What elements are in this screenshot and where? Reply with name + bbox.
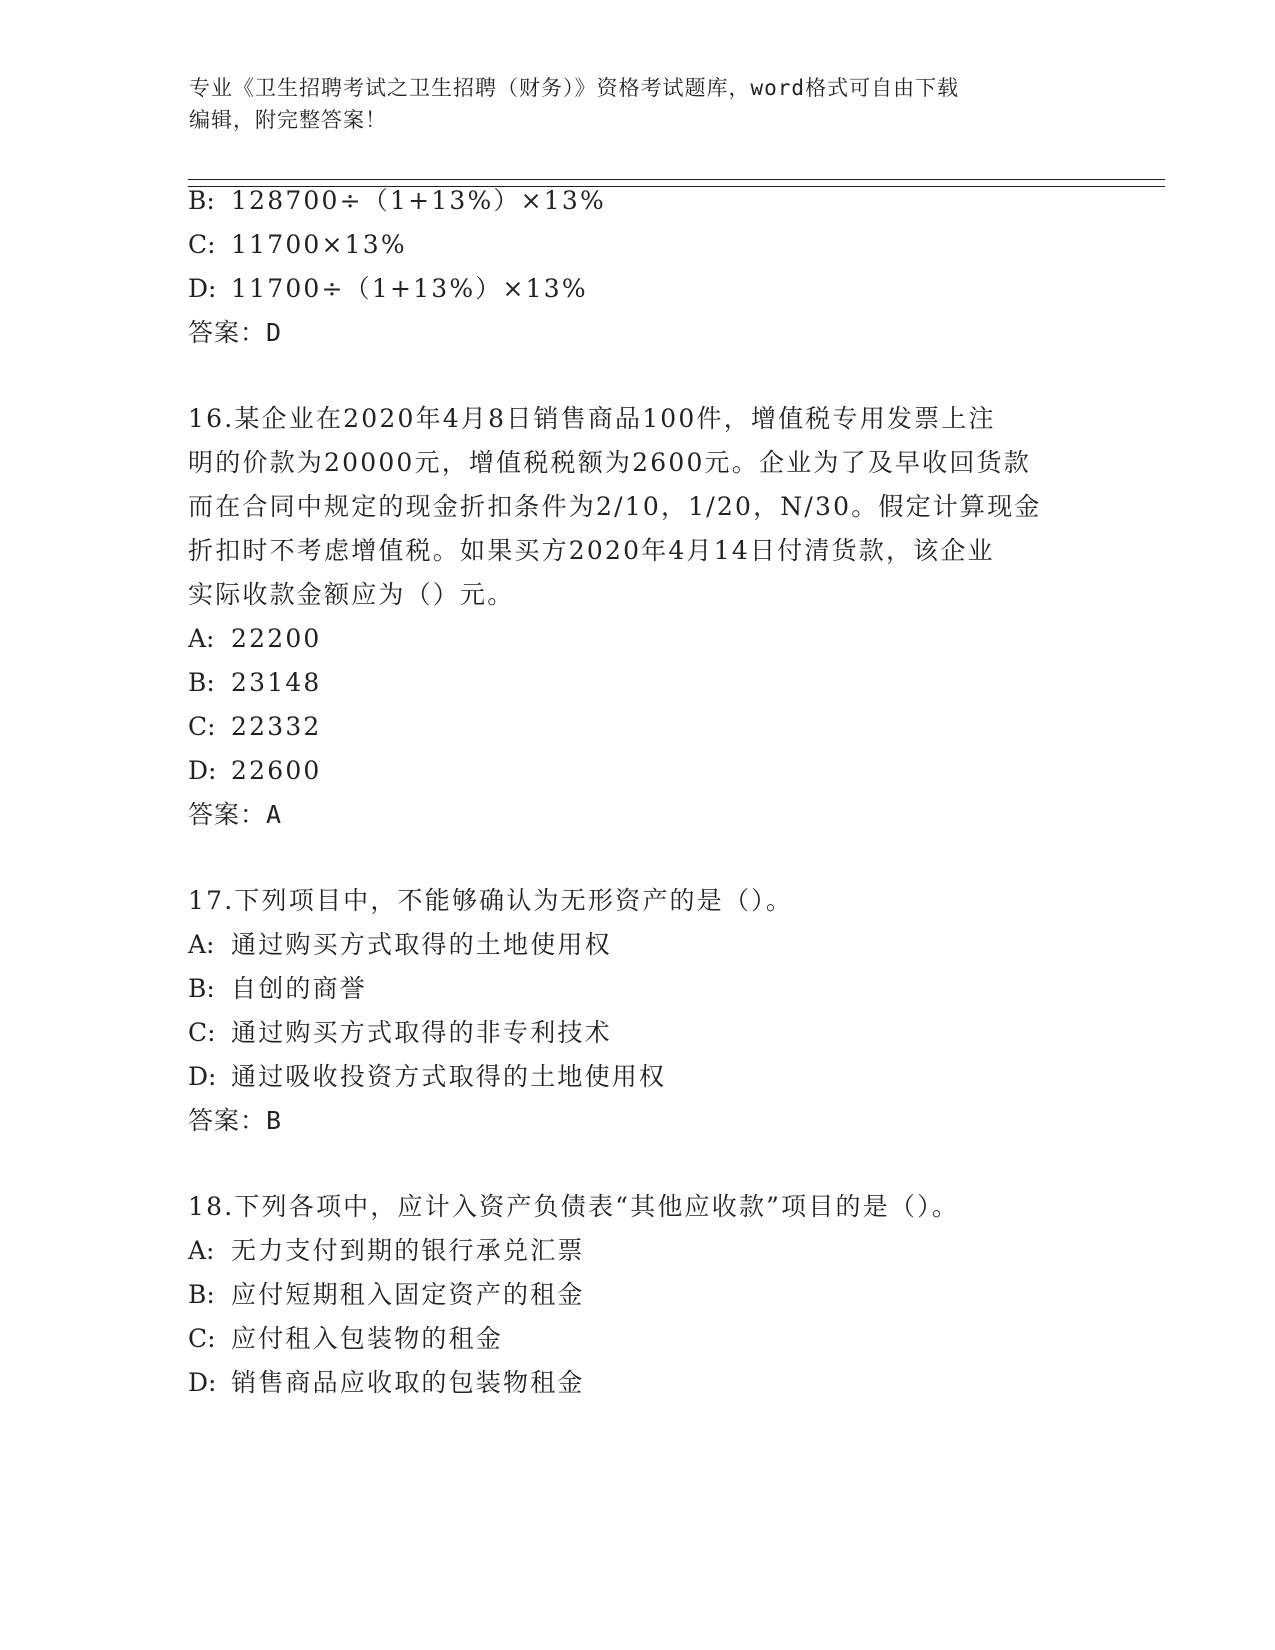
header-line-2: 编辑，附完整答案！ bbox=[189, 108, 387, 132]
option-letter: B: bbox=[188, 186, 215, 215]
option-letter: C: bbox=[188, 230, 216, 259]
q18-stem: 18.下列各项中，应计入资产负债表“其他应收款”项目的是（）。 bbox=[188, 1192, 960, 1221]
q18-option-b bbox=[188, 1280, 585, 1310]
option-text: 22332 bbox=[231, 712, 322, 741]
q16-option-d bbox=[188, 756, 322, 786]
option-letter: B: bbox=[188, 1280, 215, 1309]
q18-option-c bbox=[188, 1324, 503, 1354]
option-text: 22200 bbox=[231, 624, 322, 653]
option-text: 23148 bbox=[231, 668, 322, 697]
option-letter: C: bbox=[188, 712, 216, 741]
q15-option-d bbox=[188, 274, 588, 304]
q16-stem-line-1: 16.某企业在2020年4月8日销售商品100件，增值税专用发票上注 bbox=[188, 404, 996, 433]
q17-option-a bbox=[188, 930, 612, 960]
q17-stem: 17.下列项目中，不能够确认为无形资产的是（）。 bbox=[188, 886, 794, 915]
q17-option-b bbox=[188, 974, 367, 1004]
option-letter: A: bbox=[188, 624, 215, 653]
option-letter: A: bbox=[188, 1236, 215, 1265]
option-text: 应付租入包装物的租金 bbox=[231, 1324, 504, 1353]
option-letter: C: bbox=[188, 1018, 216, 1047]
option-text: 22600 bbox=[231, 756, 322, 785]
q18-option-d bbox=[188, 1368, 585, 1398]
option-text: 自创的商誉 bbox=[231, 974, 368, 1003]
option-text: 128700÷（1+13%）×13% bbox=[231, 186, 606, 215]
q16-stem-line-5: 实际收款金额应为（）元。 bbox=[188, 580, 515, 609]
option-text: 无力支付到期的银行承兑汇票 bbox=[231, 1236, 585, 1265]
option-letter: D: bbox=[188, 756, 217, 785]
q16-stem-line-4: 折扣时不考虑增值税。如果买方2020年4月14日付清货款，该企业 bbox=[188, 536, 995, 565]
option-letter: C: bbox=[188, 1324, 216, 1353]
option-text: 11700×13% bbox=[231, 230, 407, 259]
q15-option-c bbox=[188, 230, 407, 260]
q18-option-a bbox=[188, 1236, 585, 1266]
q16-option-a bbox=[188, 624, 322, 654]
q16-stem-line-2: 明的价款为20000元，增值税税额为2600元。企业为了及早收回货款 bbox=[188, 448, 1031, 477]
option-letter: B: bbox=[188, 668, 215, 697]
option-letter: A: bbox=[188, 930, 215, 959]
option-text: 11700÷（1+13%）×13% bbox=[231, 274, 588, 303]
header-line-1: 专业《卫生招聘考试之卫生招聘（财务）》资格考试题库，word格式可自由下载 bbox=[189, 76, 960, 100]
q15-option-b bbox=[188, 186, 606, 216]
option-letter: D: bbox=[188, 1368, 217, 1397]
q17-option-d bbox=[188, 1062, 666, 1092]
q17-answer: 答案：B bbox=[188, 1106, 283, 1135]
option-text: 通过购买方式取得的非专利技术 bbox=[231, 1018, 612, 1047]
q15-answer: 答案：D bbox=[188, 318, 283, 347]
q16-stem-line-3: 而在合同中规定的现金折扣条件为2/10，1/20，N/30。假定计算现金 bbox=[188, 492, 1042, 521]
option-letter: B: bbox=[188, 974, 215, 1003]
q16-answer: 答案：A bbox=[188, 800, 283, 829]
option-letter: D: bbox=[188, 1062, 217, 1091]
option-text: 通过吸收投资方式取得的土地使用权 bbox=[231, 1062, 667, 1091]
option-text: 销售商品应收取的包装物租金 bbox=[231, 1368, 585, 1397]
option-letter: D: bbox=[188, 274, 217, 303]
q16-option-b bbox=[188, 668, 322, 698]
document-header bbox=[189, 72, 1089, 136]
option-text: 通过购买方式取得的土地使用权 bbox=[231, 930, 612, 959]
q17-option-c bbox=[188, 1018, 612, 1048]
option-text: 应付短期租入固定资产的租金 bbox=[231, 1280, 585, 1309]
q16-option-c bbox=[188, 712, 322, 742]
